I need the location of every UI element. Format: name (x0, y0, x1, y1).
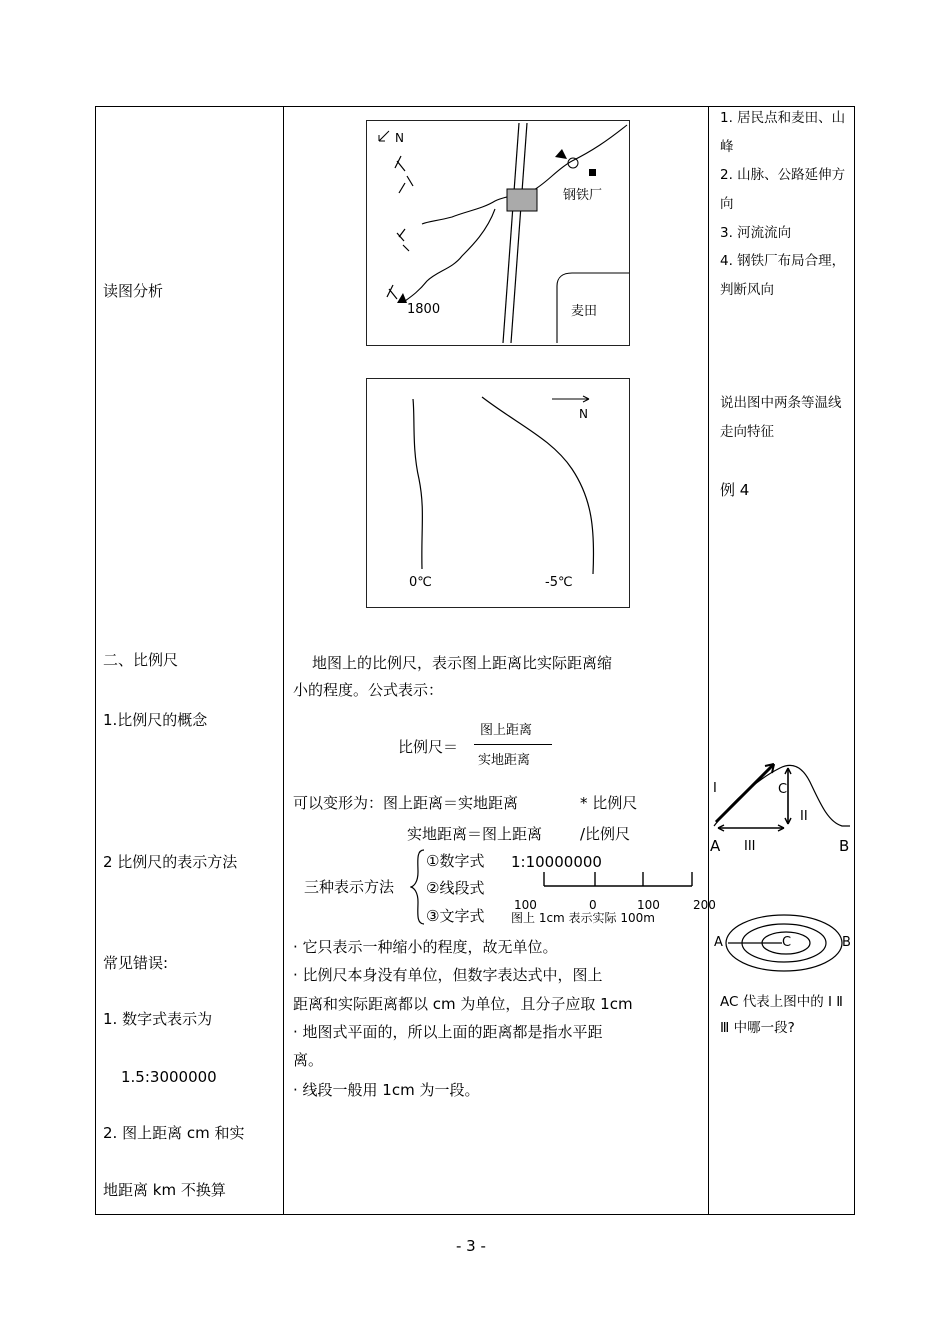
isotherm-map (366, 378, 630, 608)
segment-I-label: I (713, 781, 717, 796)
isotherm-question: 说出图中两条等温线走向特征 (720, 395, 842, 440)
error-1-example: 1.5:3000000 (121, 1068, 217, 1086)
table-left-border (95, 106, 96, 1215)
example-4-label: 例 4 (720, 481, 750, 499)
error-1: 1. 数字式表示为 (103, 1010, 213, 1028)
scale-concept-heading: 1.比例尺的概念 (103, 711, 208, 729)
scale-definition-line2: 小的程度。公式表示： (293, 681, 444, 699)
contour-point-C-label: C (782, 935, 792, 950)
note-3: 3. 河流流向 (720, 225, 792, 241)
common-errors-heading: 常见错误: (103, 954, 169, 972)
peak-elevation-label: 1800 (407, 302, 441, 317)
contour-point-A-label: A (714, 935, 723, 950)
scale-methods-heading: 2 比例尺的表示方法 (103, 853, 238, 871)
isotherm-drawing (367, 379, 629, 607)
contour-point-B-label: B (842, 935, 851, 950)
transform-2: 实地距离＝图上距离 (407, 825, 543, 843)
scale-tick-0: 100 (514, 898, 537, 912)
table-col-divider-2 (708, 106, 709, 1215)
map1-north-label: N (395, 131, 404, 145)
section-scale-heading: 二、比例尺 (103, 651, 179, 669)
segment-III-label: III (744, 839, 756, 854)
isotherm-neg5-label: -5℃ (545, 575, 573, 590)
point-C-label: C (778, 782, 788, 797)
note-1: 1. 居民点和麦田、山峰 (720, 110, 846, 155)
page-number: - 3 - (456, 1237, 486, 1255)
error-2-line2: 地距离 km 不换算 (103, 1181, 226, 1199)
read-map-label: 读图分析 (103, 282, 164, 300)
scale-bar (540, 868, 700, 890)
topographic-map (366, 120, 630, 346)
bullet-2-line2: 距离和实际距离都以 cm 为单位，且分子应取 1cm (293, 995, 633, 1013)
scale-tick-3: 200 (693, 898, 716, 912)
three-methods-label: 三种表示方法 (304, 878, 395, 896)
map2-north-label: N (579, 407, 588, 421)
formula-denominator: 实地距离 (478, 753, 531, 768)
note-2: 2. 山脉、公路延伸方向 (720, 167, 846, 212)
method-verbal: ③文字式 (426, 907, 485, 925)
point-B-label: B (839, 837, 850, 855)
bullet-2-line1: · 比例尺本身没有单位，但数字表达式中，图上 (293, 966, 603, 984)
formula-lhs: 比例尺＝ (398, 738, 459, 756)
table-bottom-border (95, 1214, 855, 1215)
note-4: 4. 钢铁厂布局合理，判断风向 (720, 253, 846, 298)
transform-2-tail: /比例尺 (580, 825, 631, 843)
bullet-3-line1: · 地图式平面的，所以上面的距离都是指水平距 (293, 1023, 603, 1041)
transform-1: 可以变形为：图上距离＝实地距离 (293, 794, 519, 812)
wheat-field-label: 麦田 (571, 304, 598, 319)
method-numeric-example: 1:10000000 (511, 853, 602, 871)
table-right-border (854, 106, 855, 1215)
method-verbal-example: 图上 1cm 表示实际 100m (511, 911, 655, 925)
method-numeric: ①数字式 (426, 852, 485, 870)
ac-segment-question: AC 代表上图中的 Ⅰ Ⅱ Ⅲ 中哪一段? (720, 994, 843, 1036)
bullet-3-line2: 离。 (293, 1051, 324, 1069)
segment-II-label: II (800, 809, 808, 824)
isotherm-0-label: 0℃ (409, 575, 432, 590)
formula-numerator: 图上距离 (480, 723, 533, 738)
point-A-label: A (710, 837, 721, 855)
table-col-divider-1 (283, 106, 284, 1215)
scale-definition-line1: 地图上的比例尺，表示图上距离比实际距离缩 (312, 654, 613, 672)
brace-icon (410, 848, 426, 926)
transform-1-tail: * 比例尺 (580, 794, 638, 812)
formula-fraction-bar (474, 744, 552, 745)
scale-tick-1: 0 (589, 898, 597, 912)
error-2-line1: 2. 图上距离 cm 和实 (103, 1124, 245, 1142)
method-linear: ②线段式 (426, 879, 485, 897)
steel-plant-label: 钢铁厂 (563, 188, 603, 203)
bullet-1: · 它只表示一种缩小的程度，故无单位。 (293, 938, 558, 956)
scale-tick-2: 100 (637, 898, 660, 912)
bullet-4: · 线段一般用 1cm 为一段。 (293, 1081, 480, 1099)
